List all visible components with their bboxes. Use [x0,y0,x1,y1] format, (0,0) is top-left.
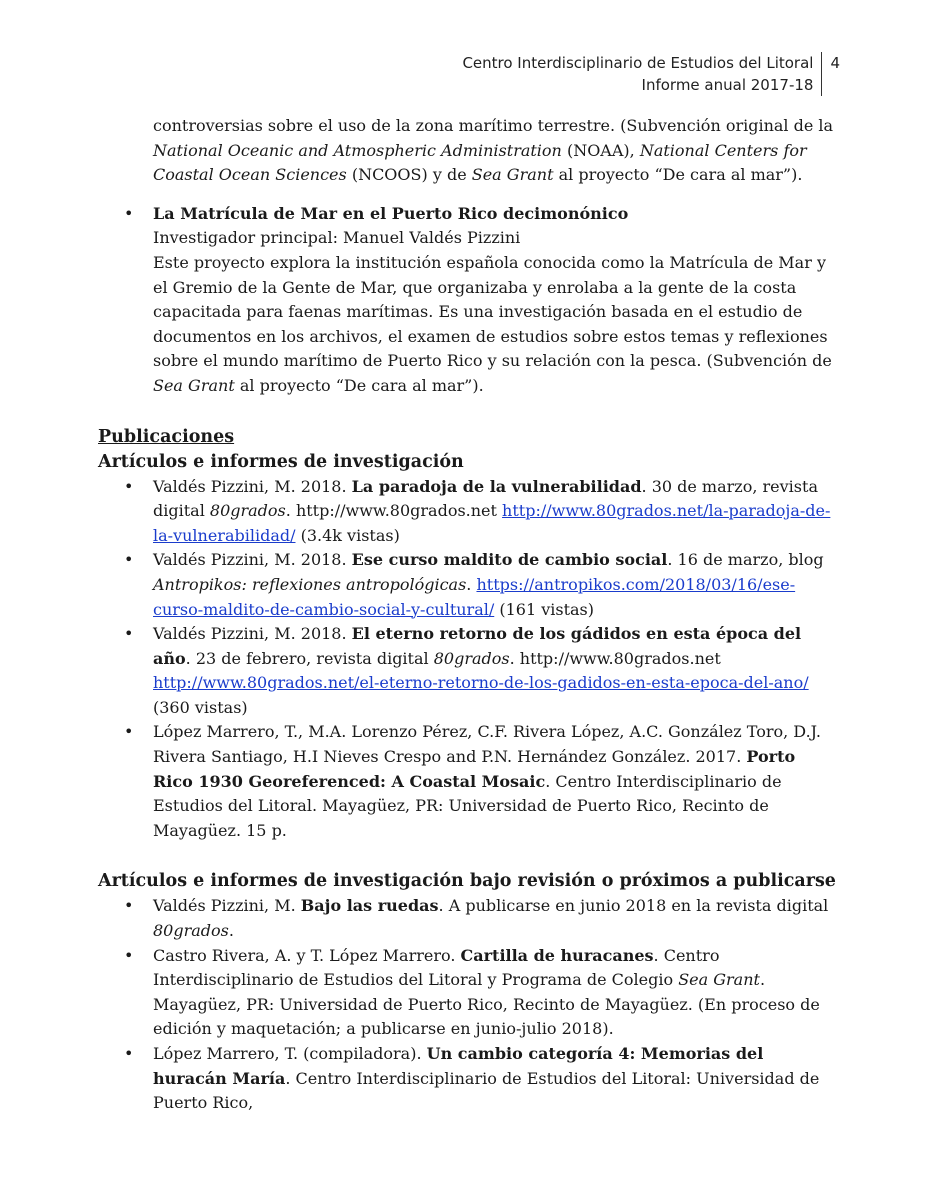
continuation-text-1: controversias sobre el uso de la zona marítimo terrestre. (Subvención original de la [153,116,834,135]
project-item [98,202,838,399]
document-body [98,114,838,1116]
articles-list [98,475,838,844]
continuation-text-2: (NOAA), [561,140,640,160]
articles-heading: Artículos e informes de investigación [98,451,464,472]
article-link[interactable]: https://antropikos.com/2018/03/16/ese-curso-maldito-de-cambio-social-y-cultural/ [153,574,796,619]
list-item: • Castro Rivera, A. y T. López Marrero. Cartilla de huracanes. Centro Interdisciplinario de Estudios del Litoral y Programa de Colegio Sea Grant. Mayagüez, PR: Universidad de Puerto Rico, Recinto de Mayagüez. (En proceso de edición y maquetación; a publicarse en junio-julio 2018). [98,944,838,1042]
continuation-italic-2: National Centers for Coastal Ocean Sciences [153,140,807,185]
project-description-italic: Sea Grant [153,375,235,395]
project-description: Este proyecto explora la institución española conocida como la Matrícula de Mar y el Gremio de la Gente de Mar, que organizaba y enrolaba a la gente de la costa capacitada para faenas marítimas. Es una investigación basada en el estudio de documentos en los archivos, el examen de estudios sobre estos temas y reflexiones sobre el mundo marítimo de Puerto Rico y su relación con la pesca. (Subvención de Sea Grant al proyecto “De cara al mar”). [153,252,832,395]
list-item: • Valdés Pizzini, M. Bajo las ruedas. A publicarse en junio 2018 en la revista digital 80grados. [98,894,838,943]
publications-heading: Publicaciones [98,426,235,447]
article-link[interactable]: http://www.80grados.net/la-paradoja-de-la-vulnerabilidad/ [153,501,831,545]
list-item: • Valdés Pizzini, M. 2018. Ese curso maldito de cambio social. 16 de marzo, blog Antropikos: reflexiones antropológicas. https://antropikos.com/2018/03/16/ese-curso-maldito-de-cambio-social-y-cultural/ (161 vistas) [98,548,838,622]
page-header [462,52,840,96]
continuation-paragraph [98,114,838,188]
project-list [98,202,838,399]
header-text [462,52,822,96]
project-title: La Matrícula de Mar en el Puerto Rico decimonónico [153,203,629,223]
continuation-italic-1: National Oceanic and Atmospheric Administration [153,140,562,160]
project-investigator: Investigador principal: Manuel Valdés Pizzini [153,228,521,248]
header-institution: Centro Interdisciplinario de Estudios del Litoral [462,54,814,72]
list-item: • Valdés Pizzini, M. 2018. El eterno retorno de los gádidos en esta época del año. 23 de febrero, revista digital 80grados. http://www.80grados.net http://www.80grados.net/el-eterno-retorno-de-los-gadidos-en-esta-epoca-del-ano/ (360 vistas) [98,622,838,720]
page-number: 4 [830,54,840,72]
continuation-text-3: (NCOOS) y de [346,165,472,185]
list-item: • Valdés Pizzini, M. 2018. La paradoja de la vulnerabilidad. 30 de marzo, revista digital 80grados. http://www.80grados.net http://www.80grados.net/la-paradoja-de-la-vulnerabilidad/ (3.4k vistas) [98,475,838,549]
continuation-text-4: al proyecto “De cara al mar”). [553,165,803,185]
list-item: • López Marrero, T., M.A. Lorenzo Pérez, C.F. Rivera López, A.C. González Toro, D.J. Rivera Santiago, H.I Nieves Crespo and P.N. Hernández González. 2017. Porto Rico 1930 Georeferenced: A Coastal Mosaic. Centro Interdisciplinario de Estudios del Litoral. Mayagüez, PR: Universidad de Puerto Rico, Recinto de Mayagüez. 15 p. [98,720,838,843]
header-report-title: Informe anual 2017-18 [641,76,814,94]
review-heading: Artículos e informes de investigación bajo revisión o próximos a publicarse [98,871,836,892]
list-item: • López Marrero, T. (compiladora). Un cambio categoría 4: Memorias del huracán María. Centro Interdisciplinario de Estudios del Litoral: Universidad de Puerto Rico, [98,1042,838,1116]
article-link[interactable]: http://www.80grados.net/el-eterno-retorno-de-los-gadidos-en-esta-epoca-del-ano/ [153,673,809,693]
continuation-italic-3: Sea Grant [471,165,554,185]
review-list [98,894,838,1115]
